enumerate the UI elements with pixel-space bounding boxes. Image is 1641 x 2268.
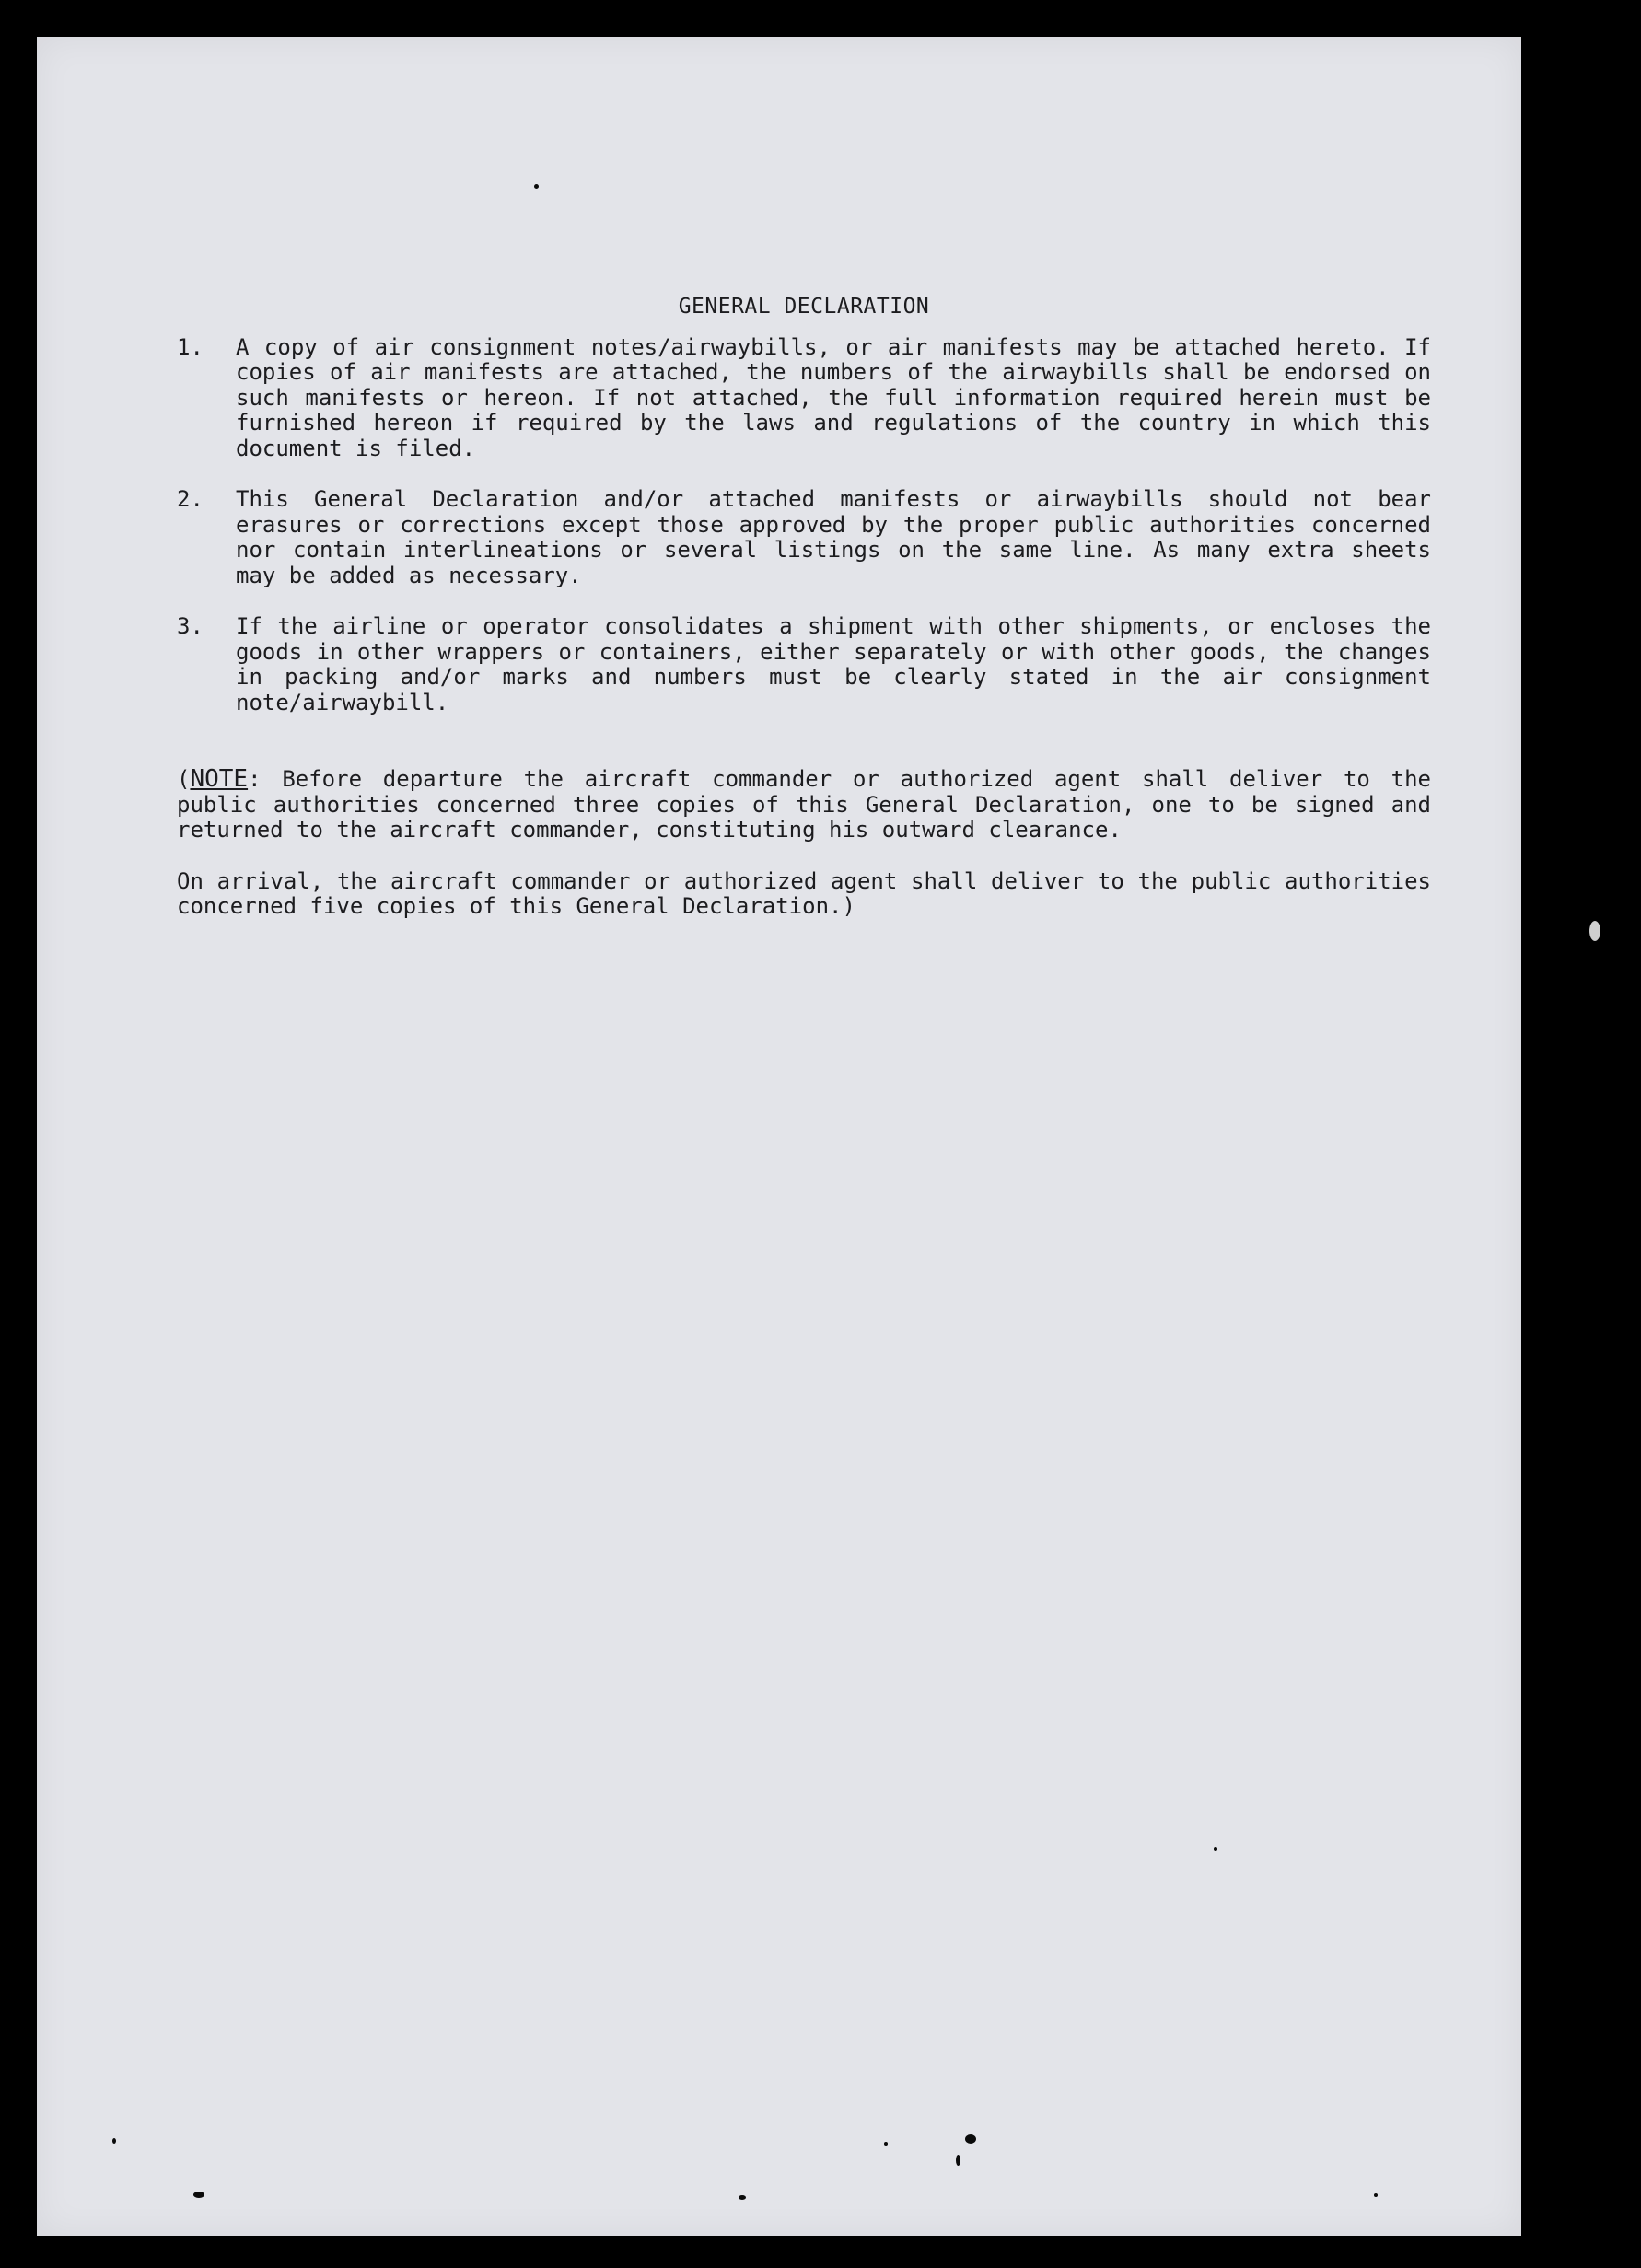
page-title: GENERAL DECLARATION [678, 295, 930, 319]
arrival-note: On arrival, the aircraft commander or authorized agent shall deliver to the public authorities concerned five copies of this General Declaration.) [177, 867, 1431, 919]
list-item [177, 487, 1431, 588]
scan-speck [1374, 2193, 1378, 2197]
note-open-paren: ( [177, 766, 191, 792]
list-item [177, 614, 1431, 715]
note-text: : Before departure the aircraft commander or authorized agent shall deliver to the public authorities concerned three copies of this General Declaration, one to be signed and returned to the aircraft commander, constituting his outward clearance. [177, 766, 1431, 843]
scan-speck [112, 2138, 116, 2144]
scan-speck [739, 2195, 746, 2200]
item-text: If the airline or operator consolidates a shipment with other shipments, or encloses the goods in other wrappers or containers, either separately or with other goods, the changes in packing and/or marks and numbers must be clearly stated in the air consignment note/airwaybill. [236, 613, 1431, 715]
item-number: 1. [177, 333, 204, 360]
scan-speck [193, 2192, 204, 2198]
scan-speck [884, 2142, 888, 2146]
departure-note [177, 767, 1431, 843]
scan-speck [965, 2134, 976, 2144]
scan-speck [1214, 1847, 1217, 1851]
scan-speck [534, 184, 539, 189]
item-number: 2. [177, 486, 204, 512]
document-page [37, 37, 1521, 2236]
scan-speck [1589, 921, 1600, 941]
declaration-text-block [177, 295, 1431, 920]
item-text: This General Declaration and/or attached manifests or airwaybills should not bear erasures or corrections except those approved by the proper public authorities concerned nor contain interlineations or several listings on the same line. As many extra sheets may be added as necessary. [236, 486, 1431, 588]
list-item [177, 335, 1431, 462]
item-number: 3. [177, 613, 204, 639]
scan-speck [956, 2155, 960, 2166]
note-label: NOTE [190, 765, 249, 793]
item-text: A copy of air consignment notes/airwaybills, or air manifests may be attached hereto. If copies of air manifests are attached, the numbers of the airwaybills shall be endorsed on such manifests or hereon. If not attached, the full information required herein must be furnished hereon if required by the laws and regulations of the country in which this document is filed. [236, 333, 1431, 461]
